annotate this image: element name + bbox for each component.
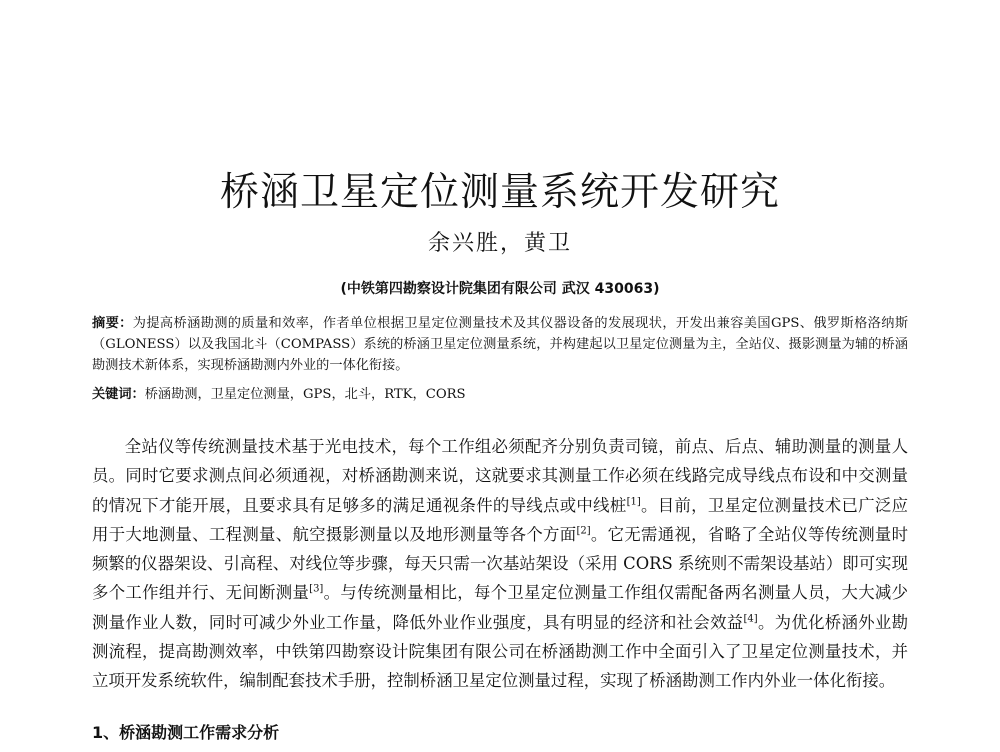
- body-text-part-5: 。为优化桥涵外业勘测流程，提高勘测效率，中铁第四勘察设计院集团有限公司在桥涵勘测工作中全面引入了卫星定位测量技术，并立项开发系统软件，编制配套技术手册，控制桥涵卫星定位测量过程，实现了桥涵勘测工作内外业一体化衔接。: [92, 612, 908, 691]
- keywords: [92, 384, 908, 405]
- body-text-part-4: 。与传统测量相比，每个卫星定位测量工作组仅需配备两名测量人员，大大减少测量作业人数，同时可减少外业工作量，降低外业作业强度，具有明显的经济和社会效益: [92, 583, 909, 632]
- body-paragraph: [92, 432, 908, 696]
- citation-1: [1]: [626, 496, 641, 508]
- body-text-part-3: 。它无需通视，省略了全站仪等传统测量时频繁的仪器架设、引高程、对线位等步骤，每天只需一次基站架设（采用 CORS 系统则不需架设基站）即可实现多个工作组并行、无间断测量: [92, 524, 908, 603]
- citation-2: [2]: [576, 525, 591, 537]
- abstract-label: 摘要：: [92, 316, 133, 331]
- keywords-text: 桥涵勘测，卫星定位测量，GPS，北斗，RTK，CORS: [144, 387, 466, 402]
- section-heading-1: 1、桥涵勘测工作需求分析: [92, 723, 280, 742]
- abstract: [92, 313, 908, 376]
- abstract-text: 为提高桥涵勘测的质量和效率，作者单位根据卫星定位测量技术及其仪器设备的发展现状，开发出兼容美国GPS、俄罗斯格洛纳斯（GLONESS）以及我国北斗（COMPASS）系统的桥涵卫星定位测量系统，并构建起以卫星定位测量为主，全站仪、摄影测量为辅的桥涵勘测技术新体系，实现桥涵勘测内外业的一体化衔接。: [92, 316, 909, 373]
- keywords-label: 关键词：: [92, 387, 145, 402]
- body-text-part-1: 全站仪等传统测量技术基于光电技术，每个工作组必须配齐分别负责司镜，前点、后点、辅助测量的测量人员。同时它要求测点间必须通视，对桥涵勘测来说，这就要求其测量工作必须在线路完成导线点布设和中交测量的情况下才能开展，且要求具有足够多的满足通视条件的导线点或中线桩: [92, 437, 908, 515]
- paper-authors: 余兴胜，黄卫: [427, 231, 572, 256]
- citation-4: [4]: [743, 613, 758, 625]
- paper-title: 桥涵卫星定位测量系统开发研究: [219, 170, 780, 215]
- body-text-part-2: 。目前，卫星定位测量技术已广泛应用于大地测量、工程测量、航空摄影测量以及地形测量等各个方面: [92, 495, 909, 544]
- paper-affiliation: (中铁第四勘察设计院集团有限公司 武汉 430063): [340, 281, 660, 297]
- citation-3: [3]: [309, 584, 324, 596]
